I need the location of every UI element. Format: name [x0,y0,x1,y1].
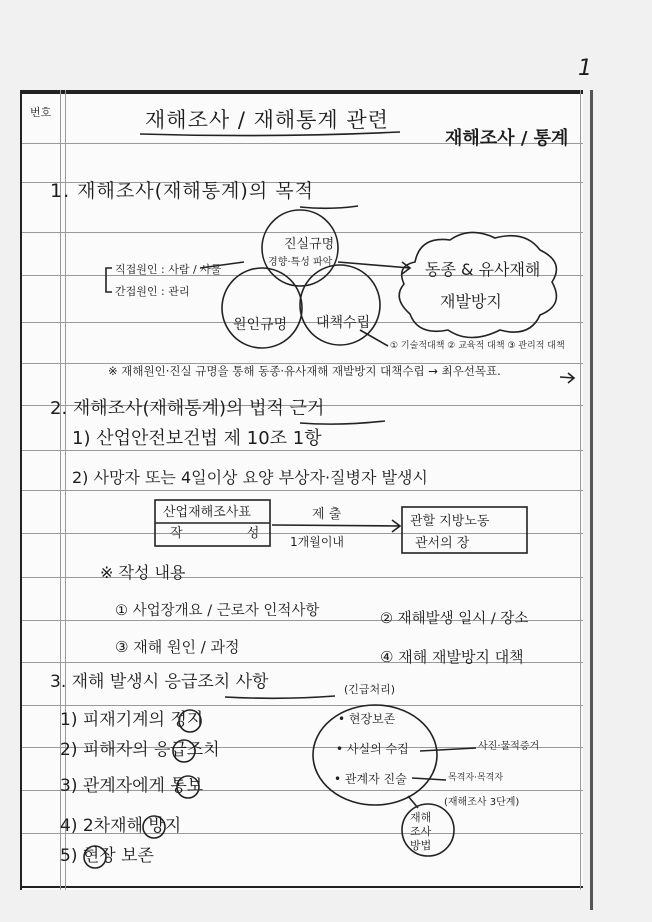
investigation-step-2: • 사실의 수집 [336,742,409,756]
circle-mark-notify [177,776,199,798]
cloud-line1: 동종 & 유사재해 [425,260,541,279]
three-steps-note: (재해조사 3단계) [444,797,520,808]
measures-pointer [360,330,388,346]
investigation-step-1: • 현장보존 [338,712,396,726]
method-line1: 재해 [410,811,432,824]
evidence-note: 사진·물적증거 [478,741,540,752]
first-aid-item-4: 4) 2차재해 방지 [60,816,182,836]
circle-top-title: 진실규명 [284,237,335,252]
content-item-3: ③ 재해 원인 / 과정 [115,638,240,656]
authority-box [402,507,527,553]
first-aid-item-1: 1) 피재기계의 정지 [60,710,204,730]
circle-left-label: 원인규명 [233,317,288,333]
cause-bracket [106,268,112,292]
cause-pointer [200,262,244,268]
purpose-note: ※ 재해원인·진실 규명을 통해 동종·유사재해 재발방지 대책수립 → 최우선목표. [108,364,501,378]
indirect-cause-note: 간접원인 : 관리 [115,285,190,298]
first-aid-item-3: 3) 관계자에게 통보 [60,776,204,796]
recurrence-cloud [399,232,556,337]
section2-heading: 2. 재해조사(재해통계)의 법적 근거 [50,398,325,419]
legal-underline [300,421,385,424]
submit-label: 제 출 [312,507,342,522]
section1-heading: 1. 재해조사(재해통계)의 목적 [50,180,314,202]
method-line3: 방법 [410,839,432,852]
legal-item-1: 1) 산업안전보건법 제 10조 1항 [72,428,322,449]
title-underline [140,132,400,136]
witness-note: 목격자·목격자 [448,773,504,783]
report-form-line1: 산업재해조사표 [163,505,251,520]
report-form-line2: 작 성 [170,526,290,541]
first-aid-item-2: 2) 피해자의 응급조치 [60,740,220,760]
venn-left-circle [222,268,302,348]
circle-mark-stop [179,710,201,732]
page-title: 재해조사 / 재해통계 관련 [145,108,389,132]
submit-arrow [272,525,400,526]
direct-cause-note: 직접원인 : 사람 / 사물 [115,263,222,276]
legal-item-2: 2) 사망자 또는 4일이상 요양 부상자·질병자 발생시 [72,468,428,487]
content-title: ※ 작성 내용 [100,563,186,582]
investigation-ellipse [313,705,437,805]
cloud-arrow [338,262,410,268]
purpose-underline [300,206,358,208]
authority-line1: 관할 지방노동 [410,514,490,529]
section3-heading: 3. 재해 발생시 응급조치 사항 [50,672,269,692]
page-number: 1 [578,56,592,81]
first-aid-item-5: 5) 현장 보존 [60,846,154,866]
evidence-pointer [420,748,476,751]
method-line2: 조사 [410,825,432,838]
circle-mark-prevent [143,816,165,838]
section3-heading-paren: (긴급처리) [344,683,396,696]
content-item-2: ② 재해발생 일시 / 장소 [380,611,529,627]
venn-right-circle [300,265,380,345]
first-aid-underline [225,696,335,698]
deadline-label: 1개월이내 [290,535,345,549]
content-item-4: ④ 재해 재발방지 대책 [380,648,524,666]
investigation-step-3: • 관계자 진술 [334,772,407,786]
cloud-line2: 재발방지 [440,292,502,311]
venn-top-circle [262,210,338,286]
witness-pointer [412,778,446,780]
circle-mark-aid [173,740,195,762]
circle-top-sub: 경향·특성 파악 [268,257,333,268]
method-circle [402,804,454,856]
side-title: 재해조사 / 통계 [445,128,569,149]
number-label: 번호 [30,106,52,119]
circle-right-label: 대책수립 [316,315,371,331]
content-item-1: ① 사업장개요 / 근로자 인적사항 [115,603,320,619]
measures-note: ① 기술적대책 ② 교육적 대책 ③ 관리적 대책 [390,341,565,351]
circle-mark-scene [84,846,106,868]
authority-line2: 관서의 장 [415,536,470,551]
